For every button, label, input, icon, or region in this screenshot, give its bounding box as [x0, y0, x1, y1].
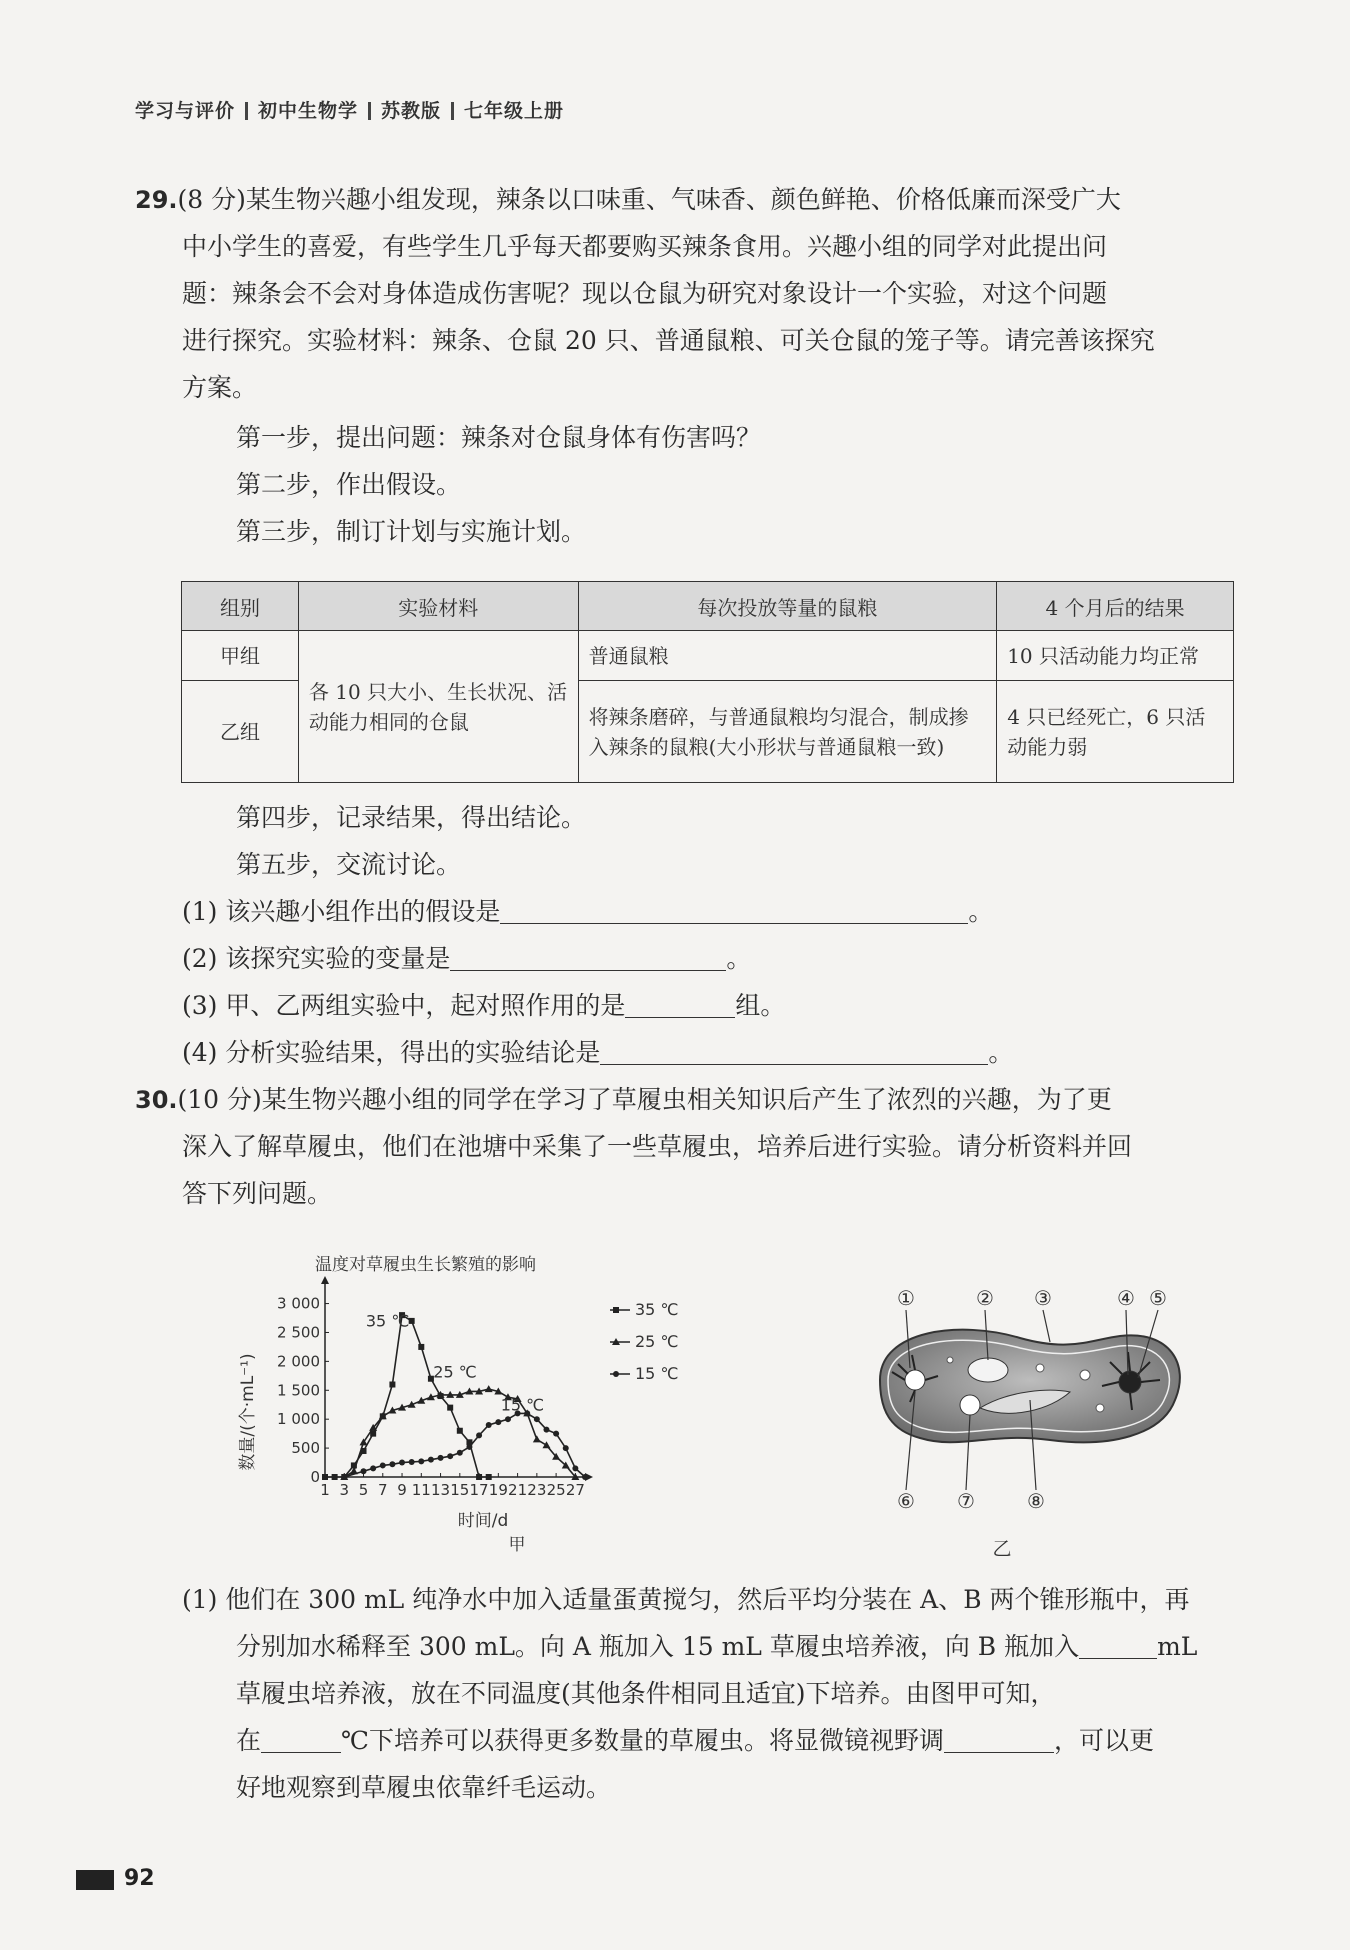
q29-step-3: 第三步，制订计划与实施计划。	[236, 517, 587, 546]
nucleus	[968, 1358, 1008, 1382]
data-point	[399, 1460, 405, 1466]
figure-a-caption: 甲	[508, 1535, 526, 1552]
q30-sub1-line-4	[236, 1717, 1154, 1764]
header-divider	[451, 102, 454, 120]
legend-label: 35 ℃	[635, 1300, 679, 1319]
q30-text: (10 分)某生物兴趣小组的同学在学习了草履虫相关知识后产生了浓烈的兴趣，为了更	[177, 1085, 1112, 1114]
data-point	[341, 1474, 347, 1480]
data-point	[534, 1416, 540, 1422]
q29-line-5: 方案。	[182, 373, 258, 402]
subq-text: (2) 该探究实验的变量是	[182, 944, 451, 973]
header-divider	[368, 102, 371, 120]
series-line	[344, 1413, 585, 1477]
x-tick-label: 25	[546, 1481, 566, 1499]
y-tick-label: 0	[310, 1468, 320, 1486]
table-header: 4 个月后的结果	[997, 582, 1234, 631]
label-7: ⑦	[957, 1489, 975, 1513]
q30-line-2: 深入了解草履虫，他们在池塘中采集了一些草履虫，培养后进行实验。请分析资料并回	[182, 1132, 1133, 1161]
table-cell: 各 10 只大小、生长状况、活动能力相同的仓鼠	[298, 631, 578, 783]
running-header	[135, 96, 564, 123]
x-tick-label: 27	[565, 1481, 585, 1499]
label-3: ③	[1034, 1286, 1052, 1310]
subq-text: (4) 分析实验结果，得出的实验结论是	[182, 1038, 601, 1067]
table-cell: 4 只已经死亡，6 只活动能力弱	[997, 681, 1234, 783]
subq-text: (3) 甲、乙两组实验中，起对照作用的是	[182, 991, 626, 1020]
sub1-text: 分别加水稀释至 300 mL。向 A 瓶加入 15 mL 草履虫培养液，向 B 瓶加入	[236, 1632, 1080, 1661]
subq-text: 组。	[735, 991, 786, 1020]
label-1: ①	[897, 1286, 915, 1310]
y-tick-label: 2 500	[277, 1323, 320, 1342]
paramecium-cell	[880, 1330, 1180, 1443]
sub1-text: mL	[1157, 1632, 1198, 1661]
growth-line-chart	[225, 1252, 755, 1552]
legend-label: 25 ℃	[635, 1332, 679, 1351]
data-point	[476, 1474, 482, 1480]
x-tick-label: 13	[431, 1481, 451, 1499]
x-tick-label: 1	[320, 1481, 330, 1499]
data-point	[533, 1435, 541, 1442]
data-point	[409, 1318, 415, 1324]
table-cell: 甲组	[182, 631, 299, 681]
q29-step-5: 第五步，交流讨论。	[236, 850, 462, 879]
y-tick-label: 1 500	[277, 1381, 320, 1400]
page-number: 92	[124, 1866, 155, 1891]
q29-subq-2	[182, 935, 751, 982]
subq-text: 。	[726, 944, 752, 973]
label-6: ⑥	[897, 1489, 915, 1513]
table-cell: 将辣条磨碎，与普通鼠粮均匀混合，制成掺入辣条的鼠粮(大小形状与普通鼠粮一致)	[578, 681, 997, 783]
data-point	[389, 1461, 395, 1467]
data-point	[542, 1441, 550, 1448]
x-tick-label: 19	[488, 1481, 508, 1499]
q29-line-4: 进行探究。实验材料：辣条、仓鼠 20 只、普通鼠粮、可关仓鼠的笼子等。请完善该探究	[182, 326, 1155, 355]
y-axis-arrow	[321, 1276, 329, 1284]
sub1-text: 在	[236, 1726, 262, 1755]
table-header: 每次投放等量的鼠粮	[578, 582, 997, 631]
q29-line-3: 题：辣条会不会对身体造成伤害呢？现以仓鼠为研究对象设计一个实验，对这个问题	[182, 279, 1108, 308]
header-subject: 初中生物学	[258, 100, 359, 122]
data-point	[447, 1453, 453, 1459]
table-cell: 普通鼠粮	[578, 631, 997, 681]
data-point	[457, 1450, 463, 1456]
x-tick-label: 23	[527, 1481, 547, 1499]
header-grade: 七年级上册	[464, 100, 565, 122]
data-point	[495, 1419, 501, 1425]
header-divider	[245, 102, 248, 120]
data-point	[613, 1371, 619, 1377]
data-point	[572, 1465, 578, 1471]
data-point	[543, 1427, 549, 1433]
data-point	[486, 1422, 492, 1428]
label-8: ⑧	[1027, 1489, 1045, 1513]
data-point	[409, 1459, 415, 1465]
data-point	[563, 1445, 569, 1451]
label-5: ⑤	[1149, 1286, 1167, 1310]
data-point	[389, 1382, 395, 1388]
data-point	[361, 1468, 367, 1474]
q29-number: 29.	[135, 186, 178, 214]
q29-subq-4	[182, 1029, 1013, 1076]
data-point	[332, 1474, 338, 1480]
series-line	[325, 1315, 489, 1477]
chart-series	[322, 1312, 588, 1480]
q30-line-3: 答下列问题。	[182, 1179, 333, 1208]
data-point	[322, 1474, 328, 1480]
data-point	[418, 1458, 424, 1464]
paramecium-diagram	[870, 1280, 1200, 1580]
data-point	[553, 1431, 559, 1437]
subq-text: 。	[968, 897, 994, 926]
y-axis-label: 数量/(个·mL⁻¹)	[238, 1353, 258, 1471]
page-number-bar	[76, 1870, 114, 1890]
q29-text: (8 分)某生物兴趣小组发现，辣条以口味重、气味香、颜色鲜艳、价格低廉而深受广大	[177, 185, 1121, 214]
q29-line-1	[135, 176, 1121, 224]
q29-subq-1	[182, 888, 993, 935]
header-book: 学习与评价	[135, 100, 236, 122]
series-annotation: 25 ℃	[433, 1362, 477, 1382]
contractile-vacuole-back	[1119, 1371, 1141, 1393]
y-tick-label: 2 000	[277, 1352, 320, 1371]
table-cell: 乙组	[182, 681, 299, 783]
q29-line-2: 中小学生的喜爱，有些学生几乎每天都要购买辣条食用。兴趣小组的同学对此提出问	[182, 232, 1108, 261]
q29-step-4: 第四步，记录结果，得出结论。	[236, 803, 587, 832]
subq-text: (1) 该兴趣小组作出的假设是	[182, 897, 501, 926]
x-tick-label: 7	[378, 1481, 388, 1499]
label-4: ④	[1117, 1286, 1135, 1310]
subq-text: 。	[988, 1038, 1014, 1067]
q30-line-1	[135, 1076, 1112, 1124]
chart-legend	[610, 1300, 678, 1383]
answer-blank[interactable]	[944, 1726, 1054, 1753]
q29-step-1: 第一步，提出问题：辣条对仓鼠身体有伤害吗？	[236, 423, 762, 452]
q30-sub1-line-2	[236, 1623, 1197, 1670]
data-point	[582, 1474, 588, 1480]
table-header-row	[182, 582, 1234, 631]
x-tick-label: 5	[358, 1481, 369, 1499]
answer-blank[interactable]	[261, 1726, 341, 1753]
answer-blank[interactable]	[625, 991, 735, 1018]
table-header: 组别	[182, 582, 299, 631]
chart-title: 温度对草履虫生长繁殖的影响	[315, 1255, 536, 1275]
data-point	[428, 1457, 434, 1463]
data-point	[447, 1405, 453, 1411]
q30-sub1-line-3: 草履虫培养液，放在不同温度(其他条件相同且适宜)下培养。由图甲可知，	[236, 1679, 1056, 1708]
data-point	[476, 1432, 482, 1438]
data-point	[485, 1385, 493, 1392]
table-row	[182, 631, 1234, 681]
legend-label: 15 ℃	[635, 1364, 679, 1383]
x-tick-label: 9	[397, 1481, 407, 1499]
figure-b-caption: 乙	[992, 1538, 1012, 1560]
sub1-text: ，可以更	[1053, 1726, 1154, 1755]
data-point	[613, 1307, 619, 1313]
x-tick-label: 21	[508, 1481, 528, 1499]
data-point	[418, 1344, 424, 1350]
header-edition: 苏教版	[381, 100, 442, 122]
answer-blank[interactable]	[600, 1038, 988, 1065]
answer-blank[interactable]	[1079, 1632, 1157, 1659]
label-2: ②	[976, 1286, 994, 1310]
answer-blank[interactable]	[500, 897, 968, 924]
sub1-text: ℃下培养可以获得更多数量的草履虫。将显微镜视野调	[341, 1726, 944, 1755]
table-cell: 10 只活动能力均正常	[997, 631, 1234, 681]
series-annotation: 35 ℃	[365, 1311, 410, 1331]
data-point	[505, 1416, 511, 1422]
x-axis-label: 时间/d	[457, 1511, 509, 1531]
answer-blank[interactable]	[450, 944, 726, 971]
experiment-table	[181, 581, 1234, 783]
table-header: 实验材料	[298, 582, 578, 631]
x-tick-label: 15	[450, 1481, 470, 1499]
q29-subq-3	[182, 982, 785, 1029]
data-point	[370, 1465, 376, 1471]
data-point	[380, 1462, 386, 1468]
x-tick-label: 11	[411, 1481, 431, 1499]
q29-step-2: 第二步，作出假设。	[236, 470, 462, 499]
y-tick-label: 3 000	[277, 1294, 320, 1313]
data-point	[457, 1428, 463, 1434]
q30-number: 30.	[135, 1086, 178, 1114]
q30-sub1-line-5: 好地观察到草履虫依靠纤毛运动。	[236, 1773, 612, 1802]
data-point	[466, 1444, 472, 1450]
food-vacuole	[960, 1395, 980, 1415]
x-tick-label: 17	[469, 1481, 489, 1499]
series-annotation: 15 ℃	[500, 1395, 545, 1415]
y-tick-label: 1 000	[277, 1410, 320, 1429]
data-point	[486, 1474, 492, 1480]
q30-sub1-line-1: (1) 他们在 300 mL 纯净水中加入适量蛋黄搅匀，然后平均分装在 A、B 两个锥形瓶中，再	[182, 1585, 1190, 1614]
y-tick-label: 500	[291, 1439, 320, 1458]
x-tick-label: 3	[339, 1481, 350, 1499]
data-point	[438, 1455, 444, 1461]
